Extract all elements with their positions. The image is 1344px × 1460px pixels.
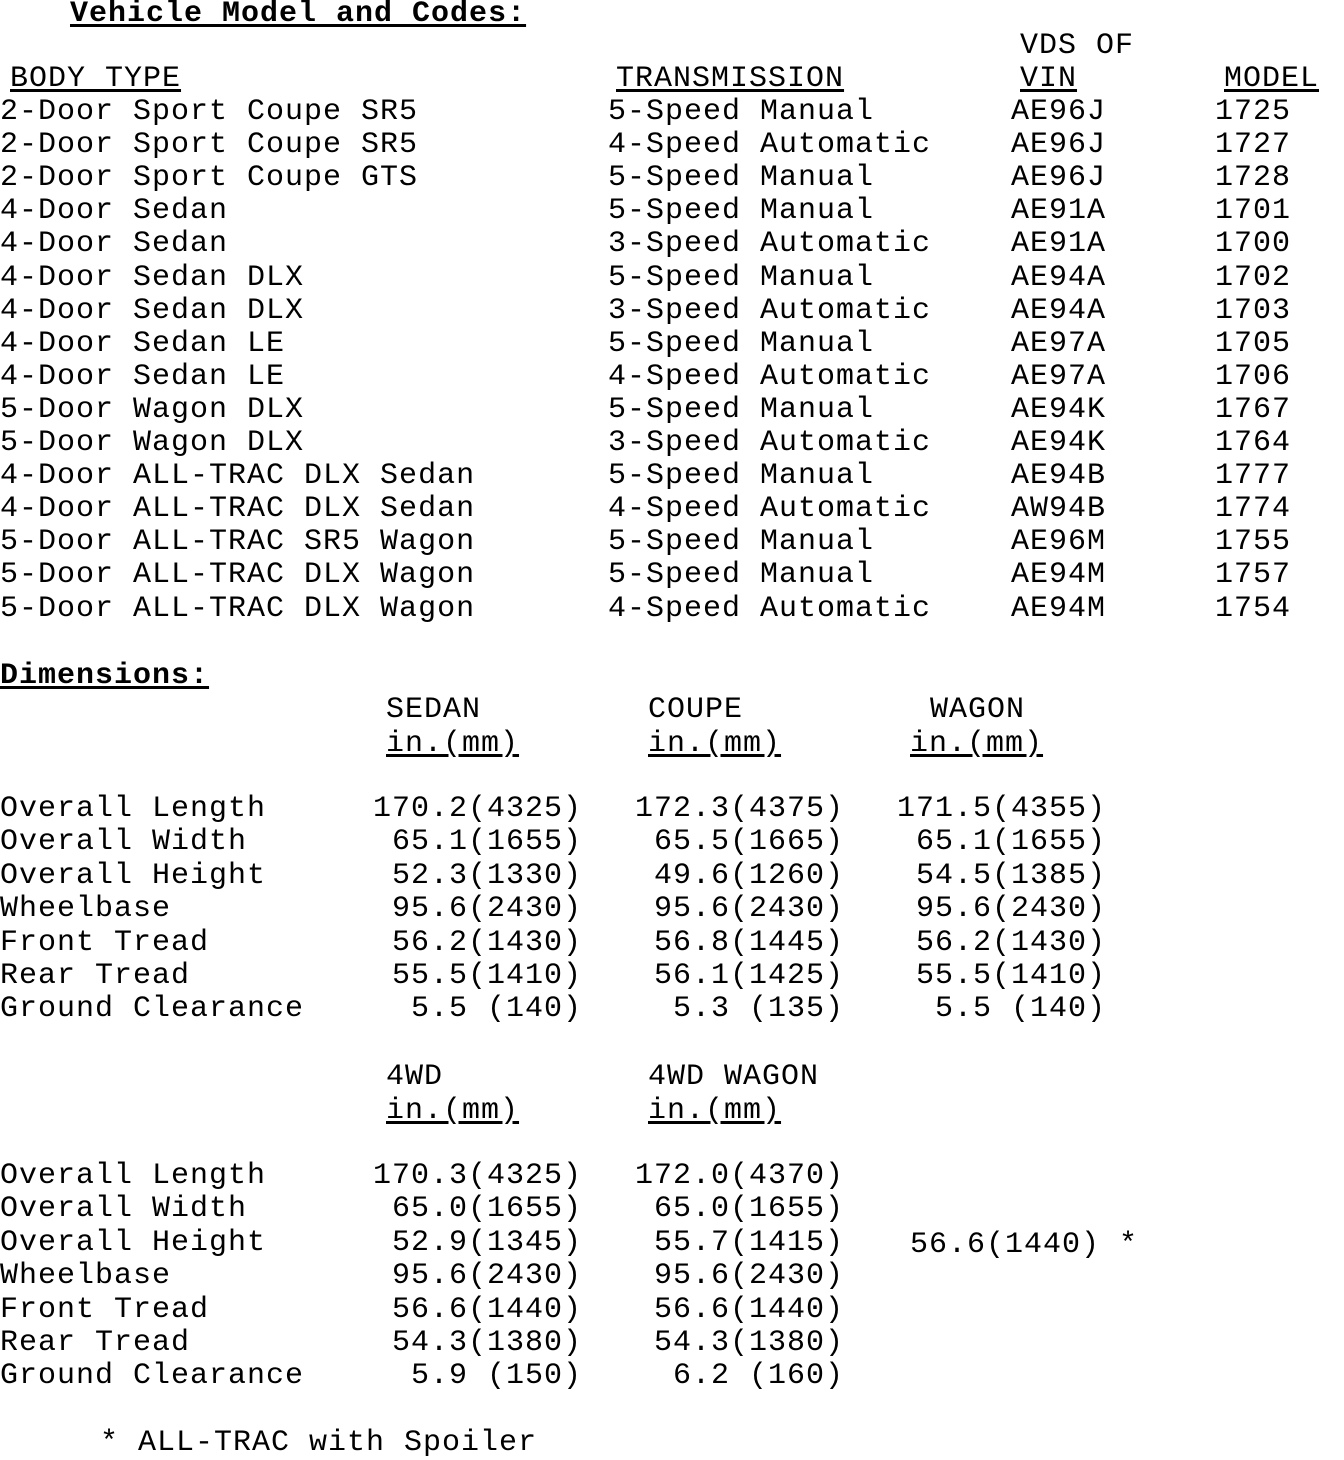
dim-value: 95.6(2430) [915,892,1106,927]
row-model: 1727 [1215,128,1292,163]
4wd-wagon-units: in.(mm) [648,1094,782,1128]
coupe-units: in.(mm) [648,727,782,761]
dim-value: 56.8(1445) [653,925,844,960]
row-model: 1702 [1215,260,1292,295]
dim-value: 95.6(2430) [391,1259,582,1294]
body-type-header: BODY TYPE [10,62,182,96]
row-transmission: 4-Speed Automatic [608,359,932,394]
row-body-type: 2-Door Sport Coupe SR5 [0,95,419,129]
row-body-type: 4-Door Sedan LE [0,326,286,361]
transmission-header: TRANSMISSION [616,62,845,96]
sedan-header: SEDAN [386,693,482,727]
row-transmission: 5-Speed Manual [608,161,875,196]
dim-row-label: Wheelbase [0,892,172,927]
row-transmission: 3-Speed Automatic [608,227,932,262]
row-model: 1728 [1215,161,1292,196]
vin-header-top: VDS OF [1020,29,1135,63]
row-model: 1757 [1215,558,1292,593]
row-body-type: 4-Door Sedan LE [0,359,286,394]
row-model: 1703 [1215,293,1292,328]
row-transmission: 5-Speed Manual [608,459,875,494]
dim-value: 5.9 (150) [410,1359,582,1394]
dim-value: 65.0(1655) [653,1192,844,1227]
row-vin: AE96J [1011,95,1107,129]
dim-value: 54.5(1385) [915,858,1106,893]
dim-row-label: Wheelbase [0,1259,172,1294]
row-transmission: 5-Speed Manual [608,194,875,229]
dim-spoiler-value: 56.6(1440) * [910,1227,1139,1262]
dim-value: 95.6(2430) [653,892,844,927]
dim-value: 54.3(1380) [653,1326,844,1360]
row-body-type: 2-Door Sport Coupe GTS [0,161,419,196]
row-vin: AE94K [1011,392,1107,427]
dim-value: 6.2 (160) [672,1359,844,1394]
row-model: 1705 [1215,326,1292,361]
dim-value: 55.5(1410) [915,959,1106,993]
row-model: 1774 [1215,492,1292,527]
dim-value: 56.2(1430) [915,925,1106,960]
4wd-units: in.(mm) [386,1094,520,1128]
wagon-units: in.(mm) [910,727,1044,761]
dim-row-label: Overall Width [0,825,248,860]
4wd-wagon-header: 4WD WAGON [648,1060,820,1094]
row-transmission: 4-Speed Automatic [608,128,932,163]
row-vin: AE97A [1011,326,1107,361]
dim-row-label: Rear Tread [0,959,191,993]
row-vin: AE94A [1011,260,1107,295]
dimensions-heading: Dimensions: [0,659,210,693]
row-vin: AE91A [1011,227,1107,262]
dim-value: 5.3 (135) [672,992,844,1027]
row-model: 1767 [1215,392,1292,427]
row-model: 1706 [1215,359,1292,394]
row-body-type: 5-Door ALL-TRAC SR5 Wagon [0,525,476,560]
sedan-units: in.(mm) [386,727,520,761]
row-vin: AE94B [1011,459,1107,494]
dim-value: 55.5(1410) [391,959,582,993]
4wd-header: 4WD [386,1060,444,1094]
vehicle-model-heading: Vehicle Model and Codes: [70,0,527,31]
dim-value: 56.6(1440) [653,1292,844,1327]
dim-row-label: Overall Height [0,1225,267,1260]
row-body-type: 4-Door ALL-TRAC DLX Sedan [0,492,476,527]
row-model: 1701 [1215,194,1292,229]
row-vin: AE96M [1011,525,1107,560]
row-vin: AE96J [1011,161,1107,196]
vin-header-bottom: VIN [1020,62,1078,96]
dim-value: 65.1(1655) [915,825,1106,860]
row-model: 1754 [1215,591,1292,626]
row-body-type: 4-Door Sedan [0,194,229,229]
dim-row-label: Front Tread [0,925,210,960]
dim-value: 170.2(4325) [372,792,582,826]
coupe-header: COUPE [648,693,744,727]
row-transmission: 4-Speed Automatic [608,591,932,626]
dim-row-label: Front Tread [0,1292,210,1327]
row-model: 1755 [1215,525,1292,560]
dim-value: 49.6(1260) [653,858,844,893]
row-transmission: 5-Speed Manual [608,558,875,593]
dim-value: 56.6(1440) [391,1292,582,1327]
row-body-type: 4-Door ALL-TRAC DLX Sedan [0,459,476,494]
row-vin: AE94M [1011,591,1107,626]
row-transmission: 5-Speed Manual [608,326,875,361]
row-body-type: 4-Door Sedan DLX [0,293,305,328]
row-vin: AE96J [1011,128,1107,163]
dim-row-label: Ground Clearance [0,1359,305,1394]
dim-row-label: Overall Height [0,858,267,893]
dim-value: 5.5 (140) [410,992,582,1027]
row-transmission: 5-Speed Manual [608,260,875,295]
row-body-type: 4-Door Sedan [0,227,229,262]
row-body-type: 2-Door Sport Coupe SR5 [0,128,419,163]
dim-value: 65.5(1665) [653,825,844,860]
row-transmission: 5-Speed Manual [608,95,875,129]
model-header: MODEL [1224,62,1320,96]
row-vin: AW94B [1011,492,1107,527]
dim-value: 95.6(2430) [653,1259,844,1294]
dim-value: 171.5(4355) [896,792,1106,826]
row-model: 1725 [1215,95,1292,129]
row-vin: AE94M [1011,558,1107,593]
dim-value: 52.9(1345) [391,1225,582,1260]
row-vin: AE94K [1011,426,1107,460]
dim-value: 56.2(1430) [391,925,582,960]
dim-value: 54.3(1380) [391,1326,582,1360]
row-transmission: 3-Speed Automatic [608,426,932,460]
dim-value: 95.6(2430) [391,892,582,927]
row-transmission: 5-Speed Manual [608,392,875,427]
dim-value: 65.0(1655) [391,1192,582,1227]
row-model: 1700 [1215,227,1292,262]
row-body-type: 4-Door Sedan DLX [0,260,305,295]
wagon-header: WAGON [930,693,1026,727]
row-body-type: 5-Door ALL-TRAC DLX Wagon [0,591,476,626]
row-body-type: 5-Door ALL-TRAC DLX Wagon [0,558,476,593]
dim-row-label: Ground Clearance [0,992,305,1027]
row-vin: AE91A [1011,194,1107,229]
dim-value: 52.3(1330) [391,858,582,893]
row-transmission: 5-Speed Manual [608,525,875,560]
dim-value: 170.3(4325) [372,1159,582,1193]
dim-value: 5.5 (140) [934,992,1106,1027]
dim-value: 172.0(4370) [634,1159,844,1193]
dim-value: 172.3(4375) [634,792,844,826]
row-body-type: 5-Door Wagon DLX [0,392,305,427]
dim-value: 55.7(1415) [653,1225,844,1260]
row-transmission: 4-Speed Automatic [608,492,932,527]
row-model: 1777 [1215,459,1292,494]
dim-row-label: Rear Tread [0,1326,191,1360]
dim-row-label: Overall Length [0,1159,267,1193]
row-vin: AE97A [1011,359,1107,394]
dim-row-label: Overall Length [0,792,267,826]
row-transmission: 3-Speed Automatic [608,293,932,328]
row-body-type: 5-Door Wagon DLX [0,426,305,460]
dim-value: 65.1(1655) [391,825,582,860]
dim-value: 56.1(1425) [653,959,844,993]
row-model: 1764 [1215,426,1292,460]
row-vin: AE94A [1011,293,1107,328]
dim-row-label: Overall Width [0,1192,248,1227]
footnote: * ALL-TRAC with Spoiler [100,1426,538,1460]
